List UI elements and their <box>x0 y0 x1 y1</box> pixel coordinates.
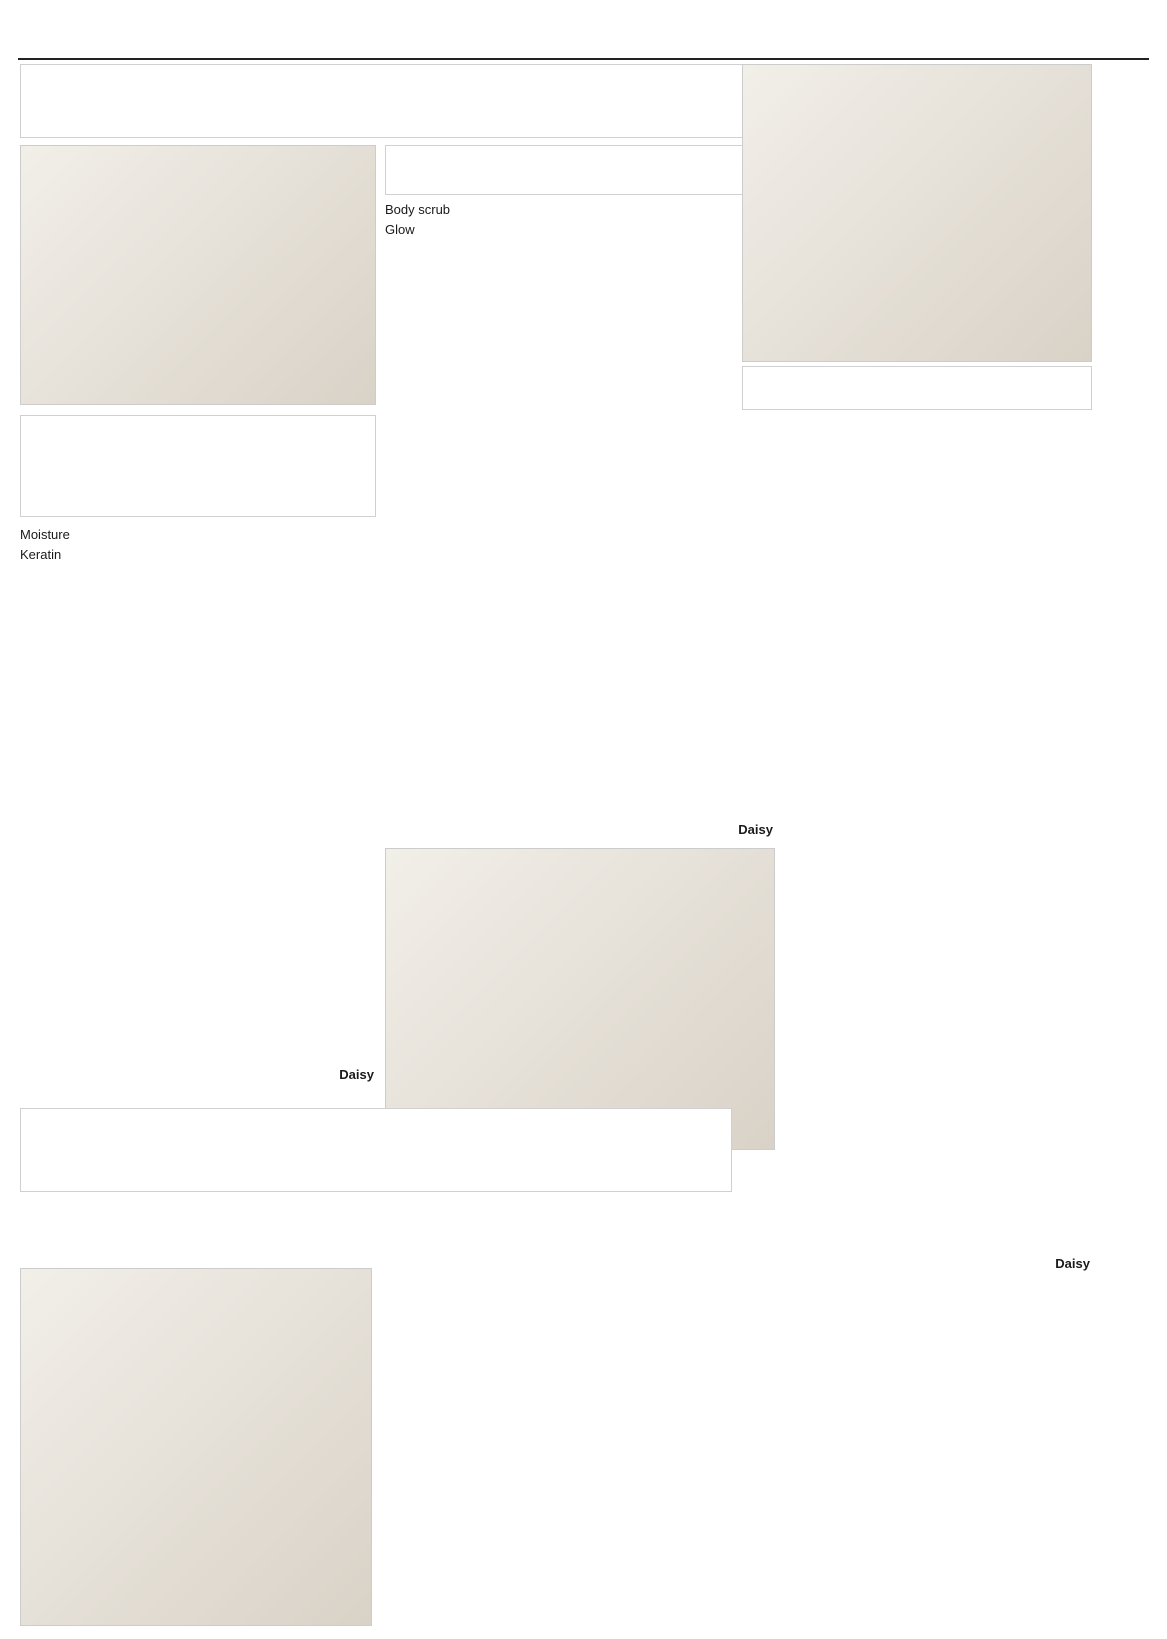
article3-body <box>742 414 1090 1274</box>
article2-body <box>385 200 773 840</box>
article3-byline: Daisy <box>1055 1255 1090 1271</box>
masthead <box>18 14 1149 60</box>
article1-byline: Daisy <box>339 1066 374 1082</box>
feature-banner <box>20 64 772 138</box>
article1-photo <box>20 145 376 405</box>
article4-body <box>380 1200 1090 1630</box>
article2-latin-2: Glow <box>385 222 415 238</box>
article4-title <box>21 1109 731 1125</box>
article2-byline: Daisy <box>738 821 773 837</box>
article4-photo <box>20 1268 372 1626</box>
article1-body <box>20 525 374 1085</box>
article1-latin-2: Keratin <box>20 547 62 563</box>
article2-header <box>385 145 775 195</box>
article1-title <box>21 416 375 430</box>
article1-latin-1: Moisture <box>20 527 70 542</box>
article3-header <box>742 366 1092 410</box>
article1-header <box>20 415 376 517</box>
article2-photo <box>385 848 775 1150</box>
article3-photo <box>742 64 1092 362</box>
article2-latin-1: Body scrub <box>385 202 451 217</box>
article4-header <box>20 1108 732 1192</box>
